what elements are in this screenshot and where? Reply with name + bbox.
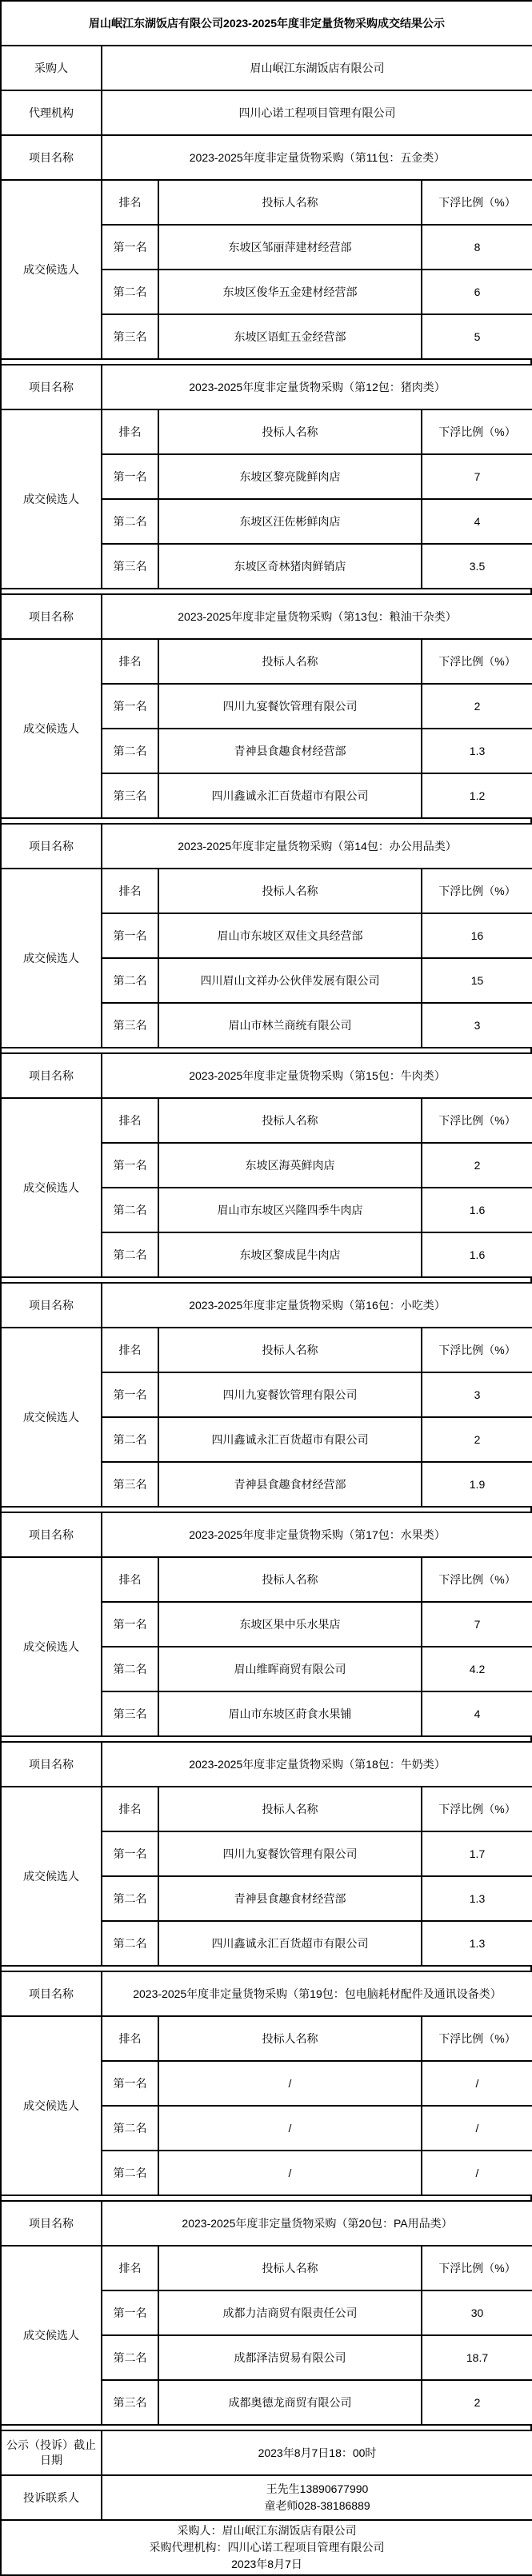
rank-cell: 第一名: [102, 684, 158, 729]
candidates-header-row: [1, 1098, 532, 1143]
rank-cell: 第二名: [102, 270, 158, 314]
rank-header: 排名: [102, 1098, 158, 1143]
ratio-cell: 2: [422, 1417, 532, 1462]
rank-cell: 第一名: [102, 225, 158, 270]
candidates-label: 成交候选人: [1, 1557, 102, 1736]
signature-line: 2023年8月7日: [231, 2558, 302, 2570]
bidder-cell: /: [158, 2061, 422, 2106]
candidates-label: 成交候选人: [1, 2016, 102, 2195]
rank-cell: 第一名: [102, 1602, 158, 1647]
ratio-cell: /: [422, 2106, 532, 2151]
package-table: [0, 1741, 532, 1967]
bidder-cell: 眉山市林兰商统有限公司: [158, 1003, 422, 1048]
candidates-header-row: [1, 2246, 532, 2290]
rank-header: 排名: [102, 1557, 158, 1602]
ratio-header: 下浮比例（%）: [422, 1787, 532, 1831]
rank-header: 排名: [102, 869, 158, 913]
project-name-row: [1, 1053, 532, 1098]
bidder-header: 投标人名称: [158, 639, 422, 684]
rank-cell: 第二名: [102, 2335, 158, 2380]
ratio-cell: 1.2: [422, 773, 532, 818]
bidder-cell: /: [158, 2151, 422, 2195]
signature-line: 采购代理机构：四川心诺工程项目管理有限公司: [149, 2541, 385, 2554]
ratio-cell: 3: [422, 1372, 532, 1417]
bidder-header: 投标人名称: [158, 409, 422, 454]
project-name-label: 项目名称: [1, 1283, 102, 1328]
rank-cell: 第二名: [102, 499, 158, 544]
bidder-cell: 青神县食趣食材经营部: [158, 729, 422, 773]
ratio-cell: 7: [422, 454, 532, 499]
rank-cell: 第三名: [102, 1691, 158, 1736]
bidder-cell: 东坡区奇林猪肉鲜销店: [158, 544, 422, 589]
footer-table: [0, 2430, 532, 2576]
ratio-cell: 2: [422, 684, 532, 729]
project-name-row: [1, 1512, 532, 1557]
bidder-cell: 成都力洁商贸有限责任公司: [158, 2290, 422, 2335]
package-table: [0, 134, 532, 360]
ratio-cell: 2: [422, 2380, 532, 2425]
signature-block: [1, 2520, 532, 2575]
contact-value: [102, 2475, 532, 2520]
ratio-cell: 5: [422, 314, 532, 359]
contact-line: 王先生13890677990: [266, 2482, 369, 2495]
bidder-cell: 四川九宴餐饮管理有限公司: [158, 1372, 422, 1417]
candidates-label: 成交候选人: [1, 409, 102, 589]
project-name-label: 项目名称: [1, 2201, 102, 2246]
ratio-header: 下浮比例（%）: [422, 180, 532, 225]
project-name-value: 2023-2025年度非定量货物采购（第13包：粮油干杂类）: [102, 594, 532, 639]
ratio-header: 下浮比例（%）: [422, 409, 532, 454]
package-table: [0, 823, 532, 1048]
bidder-header: 投标人名称: [158, 869, 422, 913]
header-table: [0, 0, 532, 136]
project-name-value: 2023-2025年度非定量货物采购（第19包：包电脑耗材配件及通讯设备类）: [102, 1971, 532, 2016]
bidder-cell: 四川九宴餐饮管理有限公司: [158, 1831, 422, 1876]
project-name-label: 项目名称: [1, 365, 102, 409]
rank-cell: 第二名: [102, 2151, 158, 2195]
candidates-header-row: [1, 1328, 532, 1372]
bidder-cell: 四川九宴餐饮管理有限公司: [158, 684, 422, 729]
project-name-row: [1, 824, 532, 869]
ratio-cell: 1.3: [422, 1921, 532, 1966]
rank-cell: 第三名: [102, 1462, 158, 1507]
bidder-cell: 东坡区海英鲜肉店: [158, 1143, 422, 1188]
project-name-label: 项目名称: [1, 1971, 102, 2016]
candidates-label: 成交候选人: [1, 2246, 102, 2425]
agency-row: [1, 90, 532, 135]
project-name-label: 项目名称: [1, 1742, 102, 1787]
title-row: [1, 1, 532, 46]
project-name-label: 项目名称: [1, 1053, 102, 1098]
bidder-header: 投标人名称: [158, 1328, 422, 1372]
ratio-cell: 6: [422, 270, 532, 314]
agency-label: 代理机构: [1, 90, 102, 135]
rank-cell: 第二名: [102, 1647, 158, 1691]
ratio-cell: 4: [422, 499, 532, 544]
rank-cell: 第二名: [102, 2106, 158, 2151]
project-name-row: [1, 2201, 532, 2246]
deadline-value: 2023年8月7日18：00时: [102, 2430, 532, 2475]
ratio-cell: 16: [422, 913, 532, 958]
project-name-value: 2023-2025年度非定量货物采购（第15包：牛肉类）: [102, 1053, 532, 1098]
package-table: [0, 593, 532, 819]
page-title: 眉山岷江东湖饭店有限公司2023-2025年度非定量货物采购成交结果公示: [1, 1, 532, 46]
bidder-cell: 东坡区果中乐水果店: [158, 1602, 422, 1647]
rank-cell: 第三名: [102, 544, 158, 589]
bidder-cell: 四川鑫诚永汇百货超市有限公司: [158, 1921, 422, 1966]
bidder-cell: 东坡区黎成昆牛肉店: [158, 1232, 422, 1277]
ratio-cell: 2: [422, 1143, 532, 1188]
ratio-header: 下浮比例（%）: [422, 2246, 532, 2290]
rank-cell: 第一名: [102, 1831, 158, 1876]
bidder-cell: 东坡区黎亮陇鲜肉店: [158, 454, 422, 499]
ratio-cell: /: [422, 2061, 532, 2106]
ratio-cell: 15: [422, 958, 532, 1003]
package-table: [0, 364, 532, 589]
contact-label: 投诉联系人: [1, 2475, 102, 2520]
bidder-header: 投标人名称: [158, 2016, 422, 2061]
bidder-cell: 东坡区汪佐彬鲜肉店: [158, 499, 422, 544]
contact-line: 童老师028-38186889: [264, 2499, 370, 2512]
ratio-cell: 4.2: [422, 1647, 532, 1691]
ratio-cell: 1.9: [422, 1462, 532, 1507]
bidder-cell: /: [158, 2106, 422, 2151]
rank-header: 排名: [102, 2016, 158, 2061]
project-name-value: 2023-2025年度非定量货物采购（第14包：办公用品类）: [102, 824, 532, 869]
project-name-value: 2023-2025年度非定量货物采购（第20包：PA用品类）: [102, 2201, 532, 2246]
ratio-header: 下浮比例（%）: [422, 639, 532, 684]
candidates-label: 成交候选人: [1, 1328, 102, 1507]
package-table: [0, 1282, 532, 1508]
candidates-label: 成交候选人: [1, 180, 102, 359]
rank-cell: 第二名: [102, 958, 158, 1003]
bidder-cell: 眉山市东坡区莳食水果铺: [158, 1691, 422, 1736]
ratio-header: 下浮比例（%）: [422, 1328, 532, 1372]
project-name-value: 2023-2025年度非定量货物采购（第12包：猪肉类）: [102, 365, 532, 409]
ratio-header: 下浮比例（%）: [422, 2016, 532, 2061]
project-name-row: [1, 1971, 532, 2016]
rank-cell: 第一名: [102, 1143, 158, 1188]
rank-cell: 第三名: [102, 314, 158, 359]
candidates-header-row: [1, 869, 532, 913]
package-sections: [0, 134, 532, 2426]
candidates-label: 成交候选人: [1, 1787, 102, 1966]
bidder-header: 投标人名称: [158, 2246, 422, 2290]
project-name-row: [1, 135, 532, 180]
candidates-header-row: [1, 180, 532, 225]
candidates-header-row: [1, 2016, 532, 2061]
candidates-label: 成交候选人: [1, 639, 102, 818]
bidder-cell: 东坡区邹丽萍建材经营部: [158, 225, 422, 270]
ratio-cell: /: [422, 2151, 532, 2195]
ratio-cell: 1.6: [422, 1188, 532, 1232]
ratio-cell: 18.7: [422, 2335, 532, 2380]
ratio-cell: 8: [422, 225, 532, 270]
bidder-cell: 成都奥德龙商贸有限公司: [158, 2380, 422, 2425]
bidder-cell: 眉山市东坡区兴隆四季牛肉店: [158, 1188, 422, 1232]
bidder-cell: 四川鑫诚永汇百货超市有限公司: [158, 1417, 422, 1462]
rank-cell: 第一名: [102, 454, 158, 499]
ratio-header: 下浮比例（%）: [422, 1098, 532, 1143]
candidates-header-row: [1, 639, 532, 684]
rank-cell: 第一名: [102, 1372, 158, 1417]
project-name-label: 项目名称: [1, 135, 102, 180]
rank-cell: 第二名: [102, 1921, 158, 1966]
project-name-value: 2023-2025年度非定量货物采购（第16包：小吃类）: [102, 1283, 532, 1328]
bidder-cell: 东坡区俊华五金建材经营部: [158, 270, 422, 314]
bidder-cell: 青神县食趣食材经营部: [158, 1462, 422, 1507]
rank-cell: 第二名: [102, 1188, 158, 1232]
package-table: [0, 1512, 532, 1737]
ratio-header: 下浮比例（%）: [422, 1557, 532, 1602]
ratio-cell: 1.3: [422, 1876, 532, 1921]
bidder-cell: 眉山市东坡区双佳文具经营部: [158, 913, 422, 958]
rank-header: 排名: [102, 639, 158, 684]
ratio-cell: 3.5: [422, 544, 532, 589]
candidates-header-row: [1, 409, 532, 454]
package-table: [0, 2200, 532, 2426]
bidder-header: 投标人名称: [158, 180, 422, 225]
deadline-row: [1, 2430, 532, 2475]
rank-header: 排名: [102, 1787, 158, 1831]
package-table: [0, 1971, 532, 2196]
rank-cell: 第二名: [102, 1876, 158, 1921]
bidder-header: 投标人名称: [158, 1557, 422, 1602]
bidder-cell: 成都泽洁贸易有限公司: [158, 2335, 422, 2380]
bidder-cell: 四川眉山文祥办公伙伴发展有限公司: [158, 958, 422, 1003]
rank-header: 排名: [102, 2246, 158, 2290]
rank-header: 排名: [102, 409, 158, 454]
ratio-header: 下浮比例（%）: [422, 869, 532, 913]
project-name-label: 项目名称: [1, 1512, 102, 1557]
ratio-cell: 1.6: [422, 1232, 532, 1277]
signature-row: [1, 2520, 532, 2575]
project-name-value: 2023-2025年度非定量货物采购（第18包：牛奶类）: [102, 1742, 532, 1787]
ratio-cell: 3: [422, 1003, 532, 1048]
rank-cell: 第三名: [102, 773, 158, 818]
project-name-row: [1, 1283, 532, 1328]
contact-row: [1, 2475, 532, 2520]
candidates-label: 成交候选人: [1, 869, 102, 1048]
purchaser-row: [1, 46, 532, 90]
agency-value: 四川心诺工程项目管理有限公司: [102, 90, 532, 135]
deadline-label: 公示（投诉）截止日期: [1, 2430, 102, 2475]
bidder-cell: 四川鑫诚永汇百货超市有限公司: [158, 773, 422, 818]
purchaser-label: 采购人: [1, 46, 102, 90]
project-name-value: 2023-2025年度非定量货物采购（第17包：水果类）: [102, 1512, 532, 1557]
ratio-cell: 7: [422, 1602, 532, 1647]
rank-cell: 第三名: [102, 2380, 158, 2425]
rank-cell: 第二名: [102, 1232, 158, 1277]
purchaser-value: 眉山岷江东湖饭店有限公司: [102, 46, 532, 90]
rank-header: 排名: [102, 1328, 158, 1372]
rank-cell: 第一名: [102, 2290, 158, 2335]
bidder-header: 投标人名称: [158, 1098, 422, 1143]
rank-cell: 第一名: [102, 2061, 158, 2106]
ratio-cell: 4: [422, 1691, 532, 1736]
candidates-header-row: [1, 1557, 532, 1602]
bidder-cell: 眉山维晖商贸有限公司: [158, 1647, 422, 1691]
candidates-label: 成交候选人: [1, 1098, 102, 1277]
project-name-label: 项目名称: [1, 824, 102, 869]
project-name-row: [1, 1742, 532, 1787]
ratio-cell: 1.7: [422, 1831, 532, 1876]
rank-cell: 第三名: [102, 1003, 158, 1048]
rank-cell: 第一名: [102, 913, 158, 958]
signature-line: 采购人：眉山岷江东湖饭店有限公司: [177, 2524, 357, 2537]
rank-cell: 第二名: [102, 1417, 158, 1462]
rank-cell: 第二名: [102, 729, 158, 773]
rank-header: 排名: [102, 180, 158, 225]
ratio-cell: 30: [422, 2290, 532, 2335]
project-name-label: 项目名称: [1, 594, 102, 639]
ratio-cell: 1.3: [422, 729, 532, 773]
package-table: [0, 1052, 532, 1278]
candidates-header-row: [1, 1787, 532, 1831]
bidder-header: 投标人名称: [158, 1787, 422, 1831]
project-name-value: 2023-2025年度非定量货物采购（第11包：五金类）: [102, 135, 532, 180]
bidder-cell: 青神县食趣食材经营部: [158, 1876, 422, 1921]
project-name-row: [1, 594, 532, 639]
bidder-cell: 东坡区语虹五金经营部: [158, 314, 422, 359]
project-name-row: [1, 365, 532, 409]
